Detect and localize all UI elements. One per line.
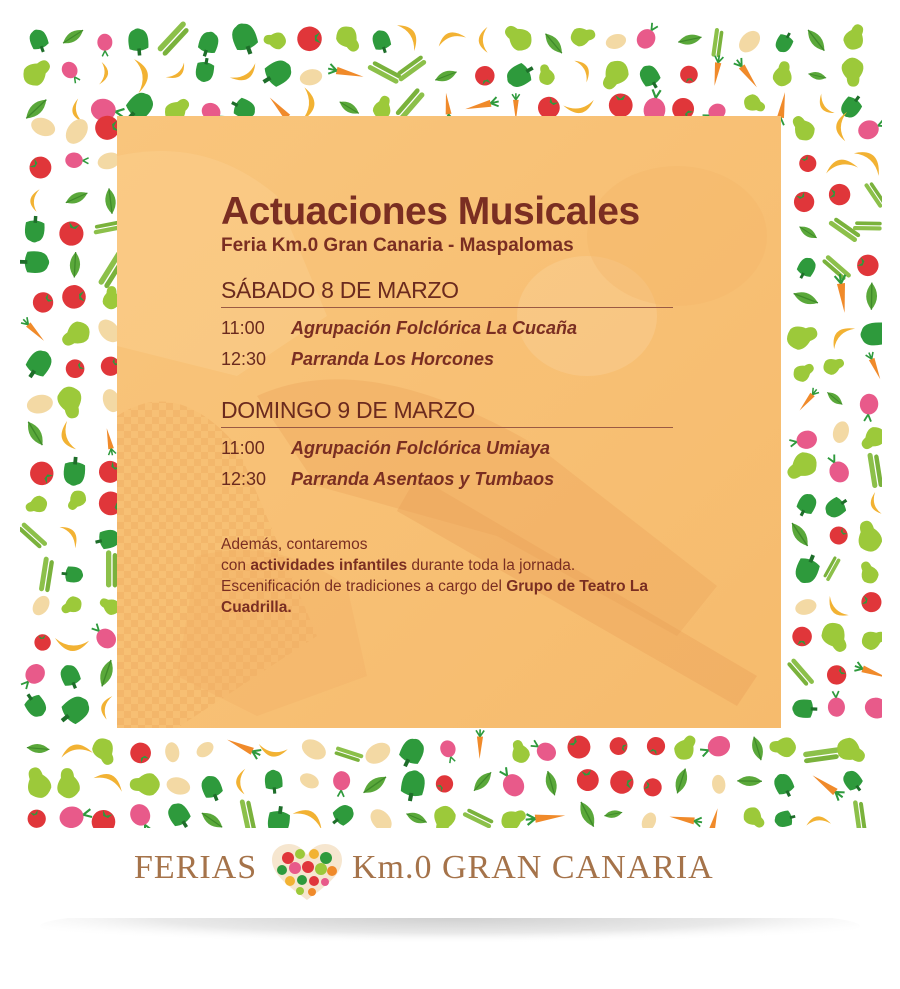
event-time: 11:00 [221,318,265,338]
potato-icon [604,32,628,52]
leaf-icon [360,772,389,797]
pear-icon [741,92,768,117]
tomato-icon [790,188,817,215]
pepper-icon [264,769,284,794]
pear-icon [740,804,769,828]
banana-icon [292,805,328,828]
banana-icon [235,769,246,795]
radish-icon [65,152,89,168]
banana-icon [55,638,89,651]
banana-icon [58,522,83,548]
pear-icon [22,764,54,801]
page-subtitle: Feria Km.0 Gran Canaria - Maspalomas [221,235,574,256]
pear-icon [508,738,532,766]
banana-icon [99,695,112,720]
potato-icon [29,114,58,139]
pepper-icon [370,28,393,55]
potato-icon [362,738,394,768]
potato-icon [194,739,217,761]
event-row [221,348,681,370]
pepper-icon [792,551,823,587]
carrot-icon [525,810,566,825]
pear-icon [784,321,821,353]
heart-vegetables-icon [268,842,346,904]
pear-icon [500,20,537,56]
pepper-icon [773,809,797,828]
event-name: Parranda Asentaos y Tumbaos [291,469,555,489]
leaf-icon [604,809,623,820]
leaf-icon [26,743,49,754]
radish-icon [58,803,94,828]
tomato-icon [126,739,154,767]
pepper-icon [198,773,226,804]
banana-icon [823,596,850,621]
event-time: 12:30 [221,349,267,369]
pepper-icon [127,28,149,57]
leaf-icon [866,283,877,310]
radish-icon [127,801,157,828]
pepper-icon [20,689,50,721]
potato-icon [711,774,726,794]
pear-icon [20,54,56,90]
pepper-icon [258,56,296,92]
event-panel [117,116,781,728]
asparagus-icon [853,799,867,828]
banana-icon [131,57,151,93]
leaf-icon [792,289,820,308]
pear-icon [430,804,457,828]
pepper-icon [771,771,798,801]
pepper-icon [794,255,819,283]
asparagus-icon [867,452,882,489]
tomato-icon [63,356,88,381]
tomato-icon [25,457,58,490]
asparagus-icon [39,556,55,592]
leaf-icon [808,70,827,81]
radish-icon [20,660,49,693]
pepper-icon [27,27,52,55]
radish-icon [862,695,882,724]
banana-icon [805,814,831,827]
tomato-icon [34,633,52,651]
pear-icon [569,25,597,49]
pear-icon [771,60,794,88]
leaf-icon [470,769,494,794]
banana-icon [573,57,595,83]
radish-icon [88,620,121,653]
leaf-icon [672,767,690,795]
pear-icon [769,737,797,758]
pepper-icon [503,59,538,91]
pear-icon [853,518,882,555]
carrot-icon [327,64,365,82]
notes-text: Escenificación de tradiciones a cargo del [221,578,507,595]
radish-icon [97,34,112,57]
banana-icon [258,744,288,758]
pepper-icon [195,29,221,59]
tomato-icon [644,734,668,758]
notes-text: con [221,557,251,574]
tomato-icon [25,807,48,828]
banana-icon [435,27,466,48]
page-title: Actuaciones Musicales [221,190,640,233]
radish-icon [59,59,84,86]
pepper-icon [793,491,819,520]
banana-icon [852,145,882,176]
potato-icon [639,810,659,828]
banana-icon [99,62,108,85]
tomato-icon [608,735,630,757]
pepper-icon [55,692,95,730]
pear-icon [817,618,853,657]
tomato-icon [62,284,87,309]
pear-icon [57,317,94,352]
pear-icon [332,22,365,56]
leaf-icon [543,770,560,797]
pear-icon [782,447,822,485]
tomato-icon [641,776,664,799]
carrot-icon [225,735,262,760]
tomato-icon [432,772,456,796]
pear-icon [58,593,85,618]
carrot-icon [853,662,882,683]
pear-icon [498,805,530,828]
potato-icon [298,67,323,87]
leaf-icon [804,27,829,54]
carrot-icon [464,97,500,114]
banana-icon [93,769,126,791]
radish-icon [332,771,350,797]
banana-icon [867,492,882,516]
carrot-icon [476,729,485,759]
asparagus-icon [711,28,724,58]
pear-icon [841,21,869,53]
banana-icon [30,189,40,212]
banana-icon [824,156,858,176]
leaf-icon [64,189,90,207]
carrot-icon [733,57,761,90]
pepper-icon [395,735,428,771]
event-time: 12:30 [221,469,267,489]
tomato-icon [826,523,851,548]
potato-icon [298,770,322,791]
potato-icon [165,775,192,797]
carrot-icon [706,807,722,828]
pear-icon [821,354,847,377]
pepper-icon [266,805,291,828]
radish-icon [438,738,460,764]
potato-icon [29,593,53,619]
notes-line [221,555,691,576]
banana-icon [57,421,79,453]
asparagus-icon [395,55,428,82]
pepper-icon [63,456,87,487]
event-name: Agrupación Folclórica Umiaya [291,438,551,458]
pear-icon [841,57,864,87]
banana-icon [563,98,596,117]
leaf-icon [677,32,702,46]
pear-icon [856,558,881,586]
pepper-icon [61,565,84,583]
notes-highlight: Grupo de Teatro La Cuadrilla. [221,578,649,616]
event-notes [221,534,691,618]
event-time: 11:00 [221,438,265,458]
leaf-icon [60,26,85,47]
asparagus-icon [462,807,494,828]
pepper-icon [636,62,664,92]
radish-icon [788,429,819,453]
asparagus-icon [239,798,256,828]
carrot-icon [865,351,882,381]
banana-icon [814,94,836,118]
pepper-icon [792,699,818,718]
footer-brand [0,838,900,898]
brand-text-left: FERIAS [134,849,258,886]
potato-icon [25,392,55,415]
leaf-icon [576,799,598,828]
asparagus-icon [853,221,882,230]
tomato-icon [88,806,119,828]
pear-icon [536,63,557,87]
radish-icon [528,736,560,765]
potato-icon [366,805,396,828]
tomato-icon [854,251,882,279]
radish-icon [823,452,853,486]
carrot-icon [797,387,820,413]
leaf-icon [69,252,81,278]
carrot-icon [103,427,116,456]
radish-icon [698,733,733,762]
day-sunday [221,396,681,490]
pear-icon [55,384,85,420]
banana-icon [59,741,93,760]
pear-icon [89,735,120,769]
radish-icon [494,764,528,801]
tomato-icon [56,219,86,249]
tomato-icon [679,65,698,84]
poster-shadow [40,918,860,954]
leaf-icon [788,520,813,549]
potato-icon [830,419,851,445]
asparagus-icon [864,180,882,208]
pear-icon [130,773,160,795]
radish-icon [858,393,879,422]
carrot-icon [834,273,849,313]
radish-icon [827,691,845,717]
day-heading: SÁBADO 8 DE MARZO [221,276,673,308]
event-row [221,437,681,459]
pear-icon [857,423,882,454]
potato-icon [61,115,92,148]
carrot-icon [20,316,47,343]
leaf-icon [405,810,429,827]
pepper-icon [399,768,427,803]
tomato-icon [26,153,56,183]
pear-icon [23,494,49,517]
pepper-icon [840,767,867,795]
pear-icon [596,56,633,95]
leaf-icon [825,389,845,407]
asparagus-icon [157,20,192,56]
notes-text: durante toda la jornada. [407,557,576,574]
leaf-icon [434,68,459,85]
asparagus-icon [106,550,117,587]
leaf-icon [737,776,762,786]
asparagus-icon [367,59,402,84]
pear-icon [55,767,81,799]
pepper-icon [822,493,852,521]
tomato-icon [608,93,633,118]
leaf-icon [749,735,766,761]
poster [20,18,882,828]
pepper-icon [194,57,216,84]
potato-icon [298,735,329,763]
pepper-icon [228,20,261,58]
brand-text-right: Km.0 GRAN CANARIA [352,849,714,886]
pepper-icon [164,799,195,828]
tomato-icon [575,767,600,792]
tomato-icon [796,152,819,175]
asparagus-icon [803,747,842,764]
asparagus-icon [334,746,364,763]
notes-line: Además, contaremos [221,536,368,553]
leaf-icon [199,809,225,828]
pear-icon [790,359,817,385]
asparagus-icon [787,658,815,689]
potato-icon [793,597,818,617]
notes-highlight: actividades infantiles [250,557,408,574]
notes-line [221,576,691,618]
potato-icon [164,741,181,763]
pear-icon [263,31,288,51]
pear-icon [833,734,870,769]
tomato-icon [828,183,852,207]
tomato-icon [792,626,813,647]
banana-icon [166,61,189,84]
leaf-icon [542,30,566,56]
leaf-icon [104,188,117,215]
pear-icon [787,111,819,144]
pepper-icon [57,662,83,692]
event-name: Agrupación Folclórica La Cucaña [291,318,578,338]
event-row [221,317,681,339]
carrot-icon [669,812,703,827]
radish-icon [855,114,882,142]
day-heading: DOMINGO 9 DE MARZO [221,396,673,428]
leaf-icon [24,419,47,448]
pepper-icon [21,346,56,383]
tomato-icon [608,769,635,796]
banana-icon [827,321,855,350]
radish-icon [633,20,662,52]
tomato-icon [296,26,323,53]
pepper-icon [328,801,358,828]
asparagus-icon [20,522,48,551]
leaf-icon [97,658,117,688]
tomato-icon [823,661,850,688]
pepper-icon [24,215,45,243]
carrot-icon [810,771,846,801]
pepper-icon [20,251,49,273]
banana-icon [478,27,490,54]
leaf-icon [337,98,361,117]
leaf-icon [797,223,819,241]
day-saturday [221,276,681,370]
pepper-icon [773,29,797,55]
pepper-icon [860,321,882,346]
event-row [221,468,681,490]
potato-icon [735,27,764,57]
event-content [221,192,681,618]
banana-icon [230,61,260,87]
tomato-icon [563,731,595,763]
carrot-icon [710,55,723,87]
pear-icon [859,626,882,652]
tomato-icon [473,64,496,87]
event-name: Parranda Los Horcones [291,349,495,369]
tomato-icon [859,590,882,614]
banana-icon [395,19,423,51]
asparagus-icon [822,556,841,582]
tomato-icon [29,288,57,316]
pear-icon [671,731,702,764]
pear-icon [63,487,89,514]
